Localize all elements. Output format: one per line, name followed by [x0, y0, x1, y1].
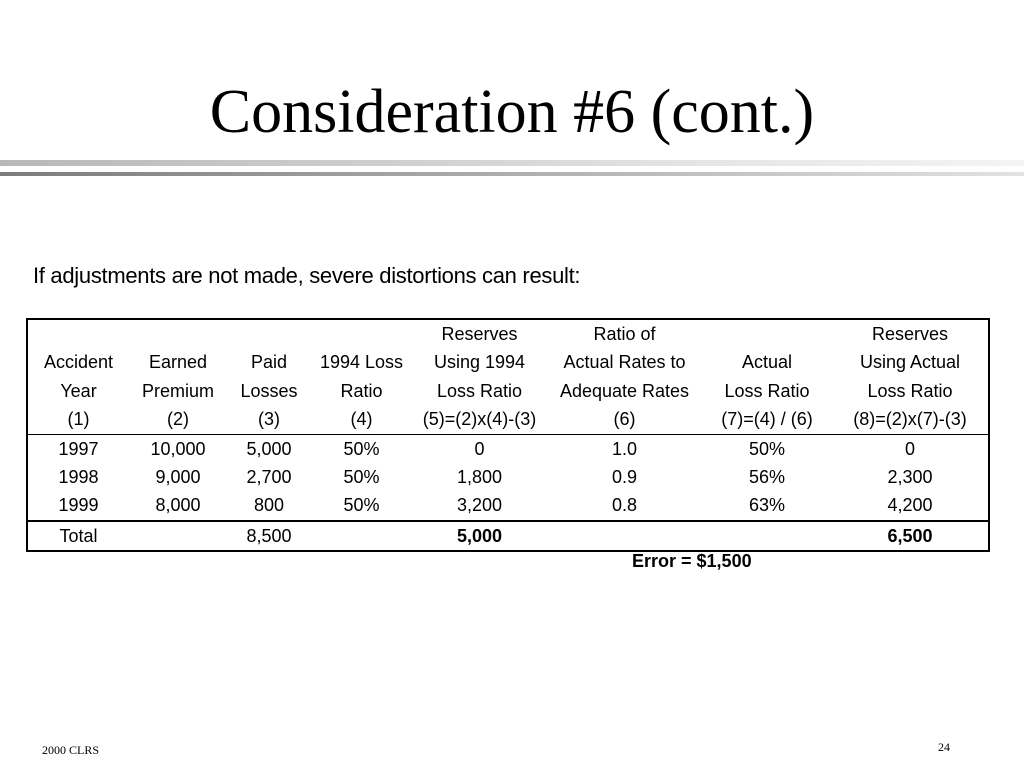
table-cell: 63% — [702, 491, 832, 520]
header-cell: (8)=(2)x(7)-(3) — [832, 405, 988, 434]
table-cell: 50% — [311, 491, 412, 520]
header-cell: (3) — [227, 405, 311, 434]
header-cell — [311, 320, 412, 348]
total-cell — [702, 521, 832, 550]
header-cell — [702, 320, 832, 348]
header-cell: (2) — [129, 405, 227, 434]
header-cell: (4) — [311, 405, 412, 434]
table-cell: 2,300 — [887, 467, 933, 488]
table-cell: 3,200 — [412, 491, 547, 520]
total-cell — [311, 521, 412, 550]
table-cell: 10,000 — [150, 438, 206, 459]
title-rule-light — [0, 160, 1024, 166]
header-cell: (7)=(4) / (6) — [702, 405, 832, 434]
header-row — [28, 405, 988, 434]
table-cell: 8,000 — [129, 491, 227, 520]
header-cell: Paid — [250, 352, 288, 373]
table-cell: 5,000 — [246, 438, 292, 459]
header-cell: Using 1994 — [433, 352, 526, 373]
header-cell: Earned — [148, 352, 208, 373]
total-row — [28, 521, 988, 550]
error-note: Error = $1,500 — [632, 551, 752, 571]
table-cell: 1998 — [58, 467, 99, 488]
table-cell: 1.0 — [611, 438, 638, 459]
page-number: 24 — [938, 740, 950, 754]
table-cell: 50% — [343, 438, 380, 459]
header-cell: (1) — [28, 405, 129, 434]
header-row — [28, 348, 988, 376]
slide-title: Consideration #6 (cont.) — [209, 78, 815, 146]
header-cell: Loss Ratio — [436, 380, 523, 401]
table-cell: 50% — [748, 438, 786, 459]
header-cell: Ratio of — [593, 324, 656, 344]
header-cell: Loss Ratio — [724, 380, 810, 401]
header-cell: (5)=(2)x(4)-(3) — [412, 405, 547, 434]
header-cell: Reserves — [441, 324, 518, 344]
table-cell: 50% — [343, 467, 380, 488]
header-cell — [28, 320, 129, 348]
table-cell: 56% — [748, 467, 786, 488]
table-cell: 0.8 — [547, 491, 702, 520]
table-cell: 0 — [904, 438, 915, 459]
header-row — [28, 377, 988, 405]
total-reserves-1994: 5,000 — [456, 525, 503, 546]
intro-text: If adjustments are not made, severe distortions can result: — [33, 263, 581, 288]
table-row — [28, 463, 988, 491]
table-cell: 800 — [227, 491, 311, 520]
header-cell: Losses — [240, 380, 298, 401]
table-cell: 2,700 — [246, 467, 292, 488]
header-row — [28, 320, 988, 348]
title-rule-dark — [0, 172, 1024, 176]
total-paid-losses: 8,500 — [246, 525, 292, 546]
header-cell: (6) — [547, 405, 702, 434]
header-cell: Using Actual — [859, 352, 961, 373]
footer-copyright: 2000 CLRS — [42, 743, 100, 757]
header-cell — [129, 320, 227, 348]
total-label: Total — [59, 525, 98, 546]
table-cell: 1,800 — [456, 467, 503, 488]
header-cell: Reserves — [871, 324, 949, 344]
table-row — [28, 491, 988, 520]
table-cell: 0 — [474, 438, 485, 459]
total-reserves-actual: 6,500 — [887, 525, 933, 546]
table-cell: 0.9 — [611, 467, 638, 488]
table-cell: 1999 — [28, 491, 129, 520]
header-cell: 1994 Loss — [319, 352, 404, 373]
header-cell: Actual Rates to — [563, 352, 686, 373]
header-cell: Ratio — [340, 380, 383, 401]
table-cell: 9,000 — [155, 467, 201, 488]
header-cell: Accident — [43, 352, 114, 373]
header-cell: Premium — [141, 380, 214, 401]
total-cell — [547, 521, 702, 550]
header-cell: Year — [60, 380, 97, 401]
header-cell: Loss Ratio — [867, 380, 953, 401]
table-row — [28, 434, 988, 463]
header-cell: Adequate Rates — [559, 380, 690, 401]
table-cell: 4,200 — [832, 491, 988, 520]
header-cell — [227, 320, 311, 348]
header-cell: Actual — [741, 352, 793, 373]
total-cell — [129, 521, 227, 550]
reserves-table — [26, 318, 990, 552]
table-cell: 1997 — [58, 438, 99, 459]
